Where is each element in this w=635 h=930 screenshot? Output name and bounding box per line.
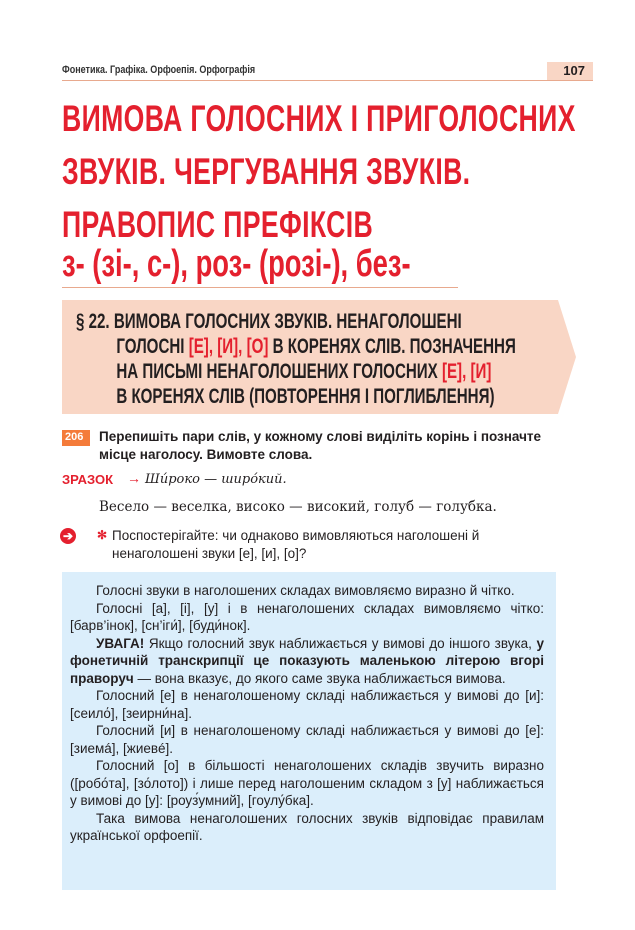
rule-paragraph-attention: УВАГА! Якщо голосний звук наближається у вимові до іншого звука, у фонетичній транскрипції це показують маленькою літерою вгорі праворуч — вона вказує, до якого саме звука наближається вимова.	[70, 635, 544, 686]
section-heading-line-2: ГОЛОСНІ [Е], [И], [О] В КОРЕНЯХ СЛІВ. ПОЗНАЧЕННЯ	[116, 335, 516, 358]
rule-paragraph: Голосні [а], [і], [у] і в ненаголошених складах вимовляємо чітко: [барв’інок], [сн’іги́], [буди́нок].	[70, 600, 544, 633]
section-heading-arrow	[558, 300, 576, 414]
sound-notation: [Е], [И], [О]	[188, 335, 269, 358]
attention-label: УВАГА!	[96, 635, 145, 651]
exercise-number-badge	[62, 430, 90, 446]
page-number: 107	[563, 63, 585, 78]
exercise-number: 206	[65, 431, 84, 443]
title-divider	[62, 287, 458, 288]
attention-emphasis: у фонетичній транскрипції це показують маленькою літерою вгорі праворуч	[70, 635, 544, 686]
chapter-title	[62, 92, 576, 251]
running-header	[62, 62, 593, 80]
page-number-tab	[547, 62, 593, 80]
section-number: § 22.	[76, 310, 110, 333]
sample-label: ЗРАЗОК	[62, 472, 114, 487]
rule-paragraph: Голосний [е] в ненаголошеному складі наближається у вимові до [и]: [сеилό], [зеирни́на].	[70, 688, 544, 721]
section-heading	[76, 309, 537, 409]
section-heading-line-3: НА ПИСЬМІ НЕНАГОЛОШЕНИХ ГОЛОСНИХ [Е], [И]	[116, 360, 492, 383]
arrow-circle-icon: ➔	[60, 528, 76, 544]
rule-paragraph: Голосні звуки в наголошених складах вимовляємо виразно й чітко.	[96, 583, 515, 598]
section-heading-line-1: § 22. ВИМОВА ГОЛОСНИХ ЗВУКІВ. НЕНАГОЛОШЕНІ	[76, 310, 462, 333]
exercise-instruction: Перепишіть пари слів, у кожному слові виділіть корінь і позначте місце наголосу. Вимовте слова.	[99, 429, 542, 462]
rule-paragraph: Голосний [о] в більшості ненаголошених складів звучить виразно ([робо́та], [зо́лото]) і лише перед наголошеним складом з [у] наближається у вимові до [у]: [роуз́умний], [гоулу́бка].	[70, 758, 544, 808]
sample-arrow-icon: →	[127, 470, 141, 486]
section-heading-line-4: В КОРЕНЯХ СЛІВ (ПОВТОРЕННЯ І ПОГЛИБЛЕННЯ)	[116, 385, 495, 408]
header-divider	[62, 80, 593, 81]
chapter-title-line-3: ПРАВОПИС ПРЕФІКСІВ	[62, 204, 374, 245]
observation-task: Поспостерігайте: чи однаково вимовляються наголошені й ненаголошені звуки [е], [и], [о]?	[112, 528, 480, 561]
running-title: Фонетика. Графіка. Орфоепія. Орфографія	[62, 64, 256, 76]
chapter-title-line-2: ЗВУКІВ. ЧЕРГУВАННЯ ЗВУКІВ.	[62, 151, 471, 192]
rule-paragraph: Голосний [и] в ненаголошеному складі наближається у вимові до [е]: [зиемá], [жиевé].	[70, 723, 544, 756]
chapter-title-prefixes: з- (зі-, с-), роз- (розі-), без-	[62, 243, 411, 285]
chapter-title-line-1: ВИМОВА ГОЛОСНИХ І ПРИГОЛОСНИХ	[62, 98, 576, 139]
asterisk-icon: ✻	[97, 528, 108, 542]
rule-paragraph: Така вимова ненаголошених голосних звуків відповідає правилам української орфоепії.	[70, 810, 544, 843]
sound-notation: [Е], [И]	[441, 360, 492, 383]
sample-text: Ши́роко — широ́кий.	[145, 472, 287, 487]
rule-text	[70, 582, 544, 845]
exercise-words: Весело — веселка, високо — високий, голуб — голубка.	[99, 499, 497, 515]
